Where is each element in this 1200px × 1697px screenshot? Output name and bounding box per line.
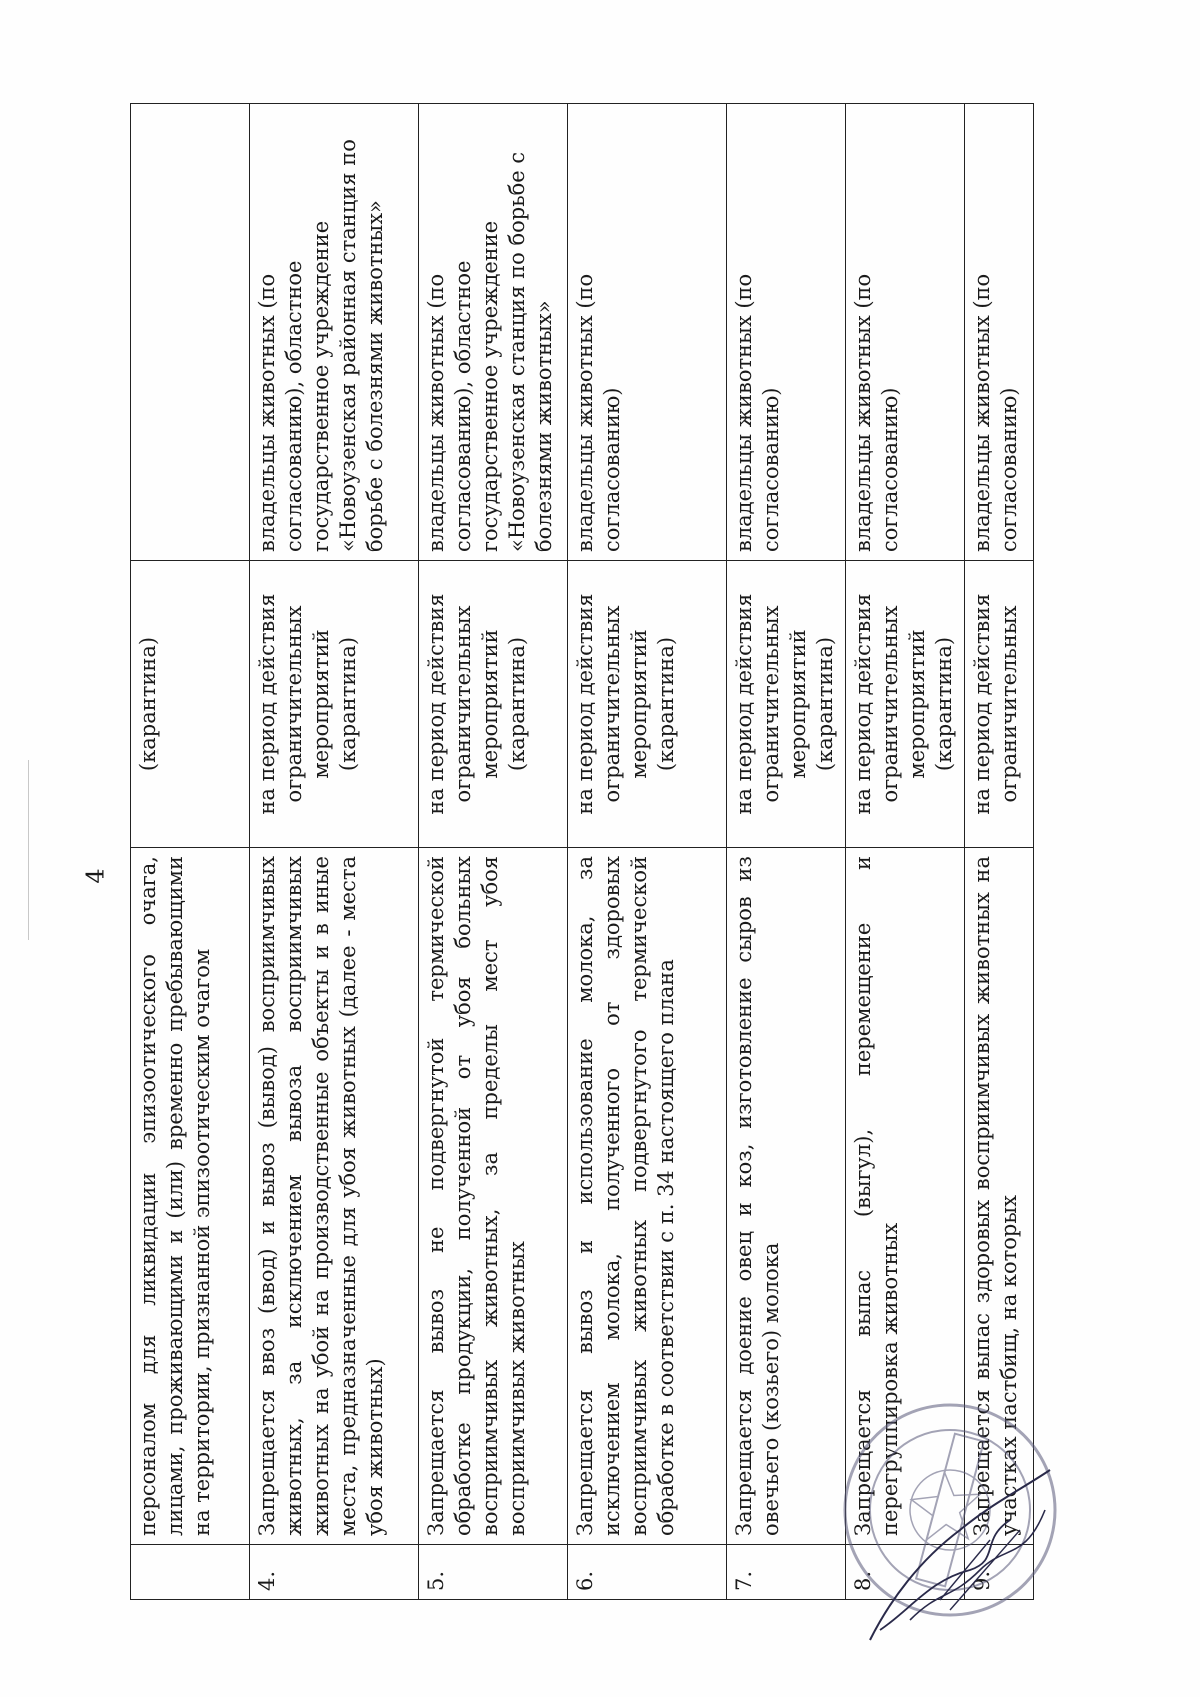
table-row	[727, 104, 846, 1600]
responsible-cell: владельцы животных (по согласованию), областное государственное учреждение «Новоузенская районная станция по борьбе с болезнями животных»	[250, 104, 419, 561]
measure-cell: Запрещается выпас здоровых восприимчивых животных на участках пастбищ, на которых	[965, 848, 1034, 1545]
table-row	[419, 104, 568, 1600]
row-number: 8.	[846, 1545, 965, 1600]
measure-cell: Запрещается ввоз (ввод) и вывоз (вывод) восприимчивых животных, за исключением вывоза восприимчивых животных на убой на производственные объекты и в иные места, предназначенные для убоя животных (далее - места убоя животных)	[250, 848, 419, 1545]
row-number: 7.	[727, 1545, 846, 1600]
term-cell: на период действия ограничительных мероприятий (карантина)	[846, 561, 965, 848]
responsible-cell: владельцы животных (по согласованию)	[846, 104, 965, 561]
measure-cell: Запрещается выпас (выгул), перемещение и перегруппировка животных	[846, 848, 965, 1545]
measure-cell: персоналом для ликвидации эпизоотического очага, лицами, проживающими и (или) временно пребывающими на территории, признанной эпизоотическим очагом	[131, 848, 250, 1545]
term-cell: на период действия ограничительных	[965, 561, 1034, 848]
measure-cell: Запрещается доение овец и коз, изготовление сыров из овечьего (козьего) молока	[727, 848, 846, 1545]
term-cell: на период действия ограничительных мероприятий (карантина)	[727, 561, 846, 848]
responsible-cell: владельцы животных (по согласованию)	[727, 104, 846, 561]
page-number: 4	[81, 868, 110, 884]
rotated-table-container	[130, 130, 1080, 1600]
table-row	[568, 104, 727, 1600]
measures-table	[130, 103, 1034, 1600]
row-number: 6.	[568, 1545, 727, 1600]
term-cell: на период действия ограничительных мероприятий (карантина)	[568, 561, 727, 848]
scan-edge-line	[28, 760, 29, 940]
term-cell: (карантина)	[131, 561, 250, 848]
measure-cell: Запрещается вывоз и использование молока, за исключением молока, полученного от здоровых восприимчивых животных подвергнутого термической обработке в соответствии с п. 34 настоящего плана	[568, 848, 727, 1545]
row-number: 9.	[965, 1545, 1034, 1600]
responsible-cell	[131, 104, 250, 561]
responsible-cell: владельцы животных (по согласованию)	[568, 104, 727, 561]
term-cell: на период действия ограничительных мероприятий (карантина)	[419, 561, 568, 848]
row-number	[131, 1545, 250, 1600]
row-number: 4.	[250, 1545, 419, 1600]
responsible-cell: владельцы животных (по согласованию)	[965, 104, 1034, 561]
row-number: 5.	[419, 1545, 568, 1600]
measure-cell: Запрещается вывоз не подвергнутой термической обработке продукции, полученной от убоя больных восприимчивых животных, за пределы мест убоя восприимчивых животных	[419, 848, 568, 1545]
table-row	[131, 104, 250, 1600]
responsible-cell: владельцы животных (по согласованию), областное государственное учреждение «Новоузенская станция по борьбе с болезнями животных»	[419, 104, 568, 561]
term-cell: на период действия ограничительных мероприятий (карантина)	[250, 561, 419, 848]
table-row	[846, 104, 965, 1600]
table-row	[965, 104, 1034, 1600]
table-row	[250, 104, 419, 1600]
